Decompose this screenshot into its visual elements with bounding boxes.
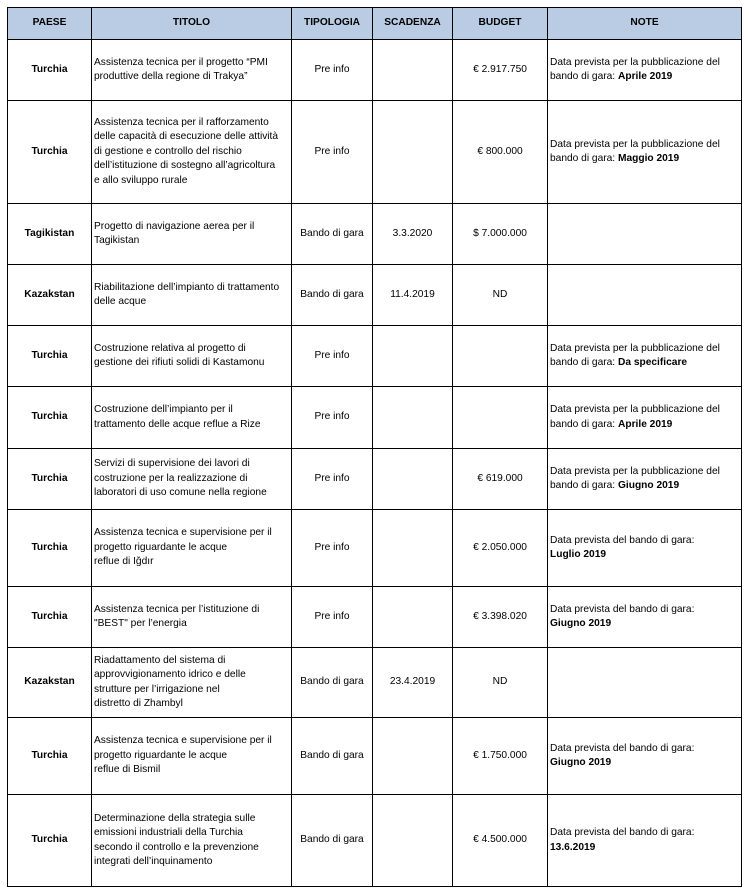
- cell-tipologia: Bando di gara: [292, 204, 373, 265]
- note-date: Maggio 2019: [617, 153, 680, 164]
- cell-titolo: [92, 587, 292, 648]
- titolo-line: Costruzione relativa al progetto di: [94, 342, 246, 354]
- cell-scadenza: [373, 40, 453, 101]
- cell-budget: € 619.000: [453, 449, 548, 510]
- cell-scadenza: [373, 449, 453, 510]
- cell-scadenza: [373, 718, 453, 795]
- titolo-line: trattamento delle acque reflue a Rize: [94, 418, 261, 430]
- cell-tipologia: Pre info: [292, 326, 373, 387]
- cell-tipologia: Pre info: [292, 387, 373, 449]
- cell-tipologia: Pre info: [292, 510, 373, 587]
- table-row: [8, 40, 742, 101]
- cell-tipologia: Pre info: [292, 449, 373, 510]
- cell-note: [548, 387, 742, 449]
- titolo-line: approvvigionamento idrico e delle: [94, 669, 246, 680]
- titolo-line: Assistenza tecnica e supervisione per il: [94, 735, 272, 747]
- cell-titolo: [92, 387, 292, 449]
- cell-budget: € 2.050.000: [453, 510, 548, 587]
- titolo-line: Riabilitazione dell’impianto di trattamento: [94, 281, 280, 293]
- table-row: [8, 326, 742, 387]
- note-date: Giugno 2019: [617, 480, 680, 491]
- cell-titolo: [92, 449, 292, 510]
- note-date: Aprile 2019: [617, 71, 673, 82]
- note-line: Data prevista per la pubblicazione del: [550, 138, 720, 150]
- cell-note: [548, 449, 742, 510]
- titolo-line: Progetto di navigazione aerea per il: [94, 220, 255, 232]
- cell-scadenza: 23.4.2019: [373, 648, 453, 718]
- titolo-line: Assistenza tecnica e supervisione per il: [94, 527, 272, 539]
- cell-budget: [453, 326, 548, 387]
- titolo-line: Assistenza tecnica per l’istituzione di: [94, 603, 260, 615]
- cell-budget: € 3.398.020: [453, 587, 548, 648]
- cell-paese: Tagikistan: [8, 204, 92, 265]
- table-row: [8, 449, 742, 510]
- cell-scadenza: [373, 587, 453, 648]
- titolo-line: produttive della regione di Trakya”: [94, 71, 248, 82]
- note-line: bando di gara:: [550, 71, 618, 82]
- cell-titolo: [92, 510, 292, 587]
- titolo-line: Tagikistan: [94, 235, 140, 246]
- cell-scadenza: [373, 326, 453, 387]
- table-row: [8, 510, 742, 587]
- table-row: [8, 795, 742, 887]
- titolo-line: Determinazione della strategia sulle: [94, 812, 256, 824]
- note-line: Data prevista per la pubblicazione del: [550, 404, 720, 415]
- cell-tipologia: Bando di gara: [292, 718, 373, 795]
- titolo-line: Servizi di supervisione dei lavori di: [94, 458, 250, 470]
- cell-paese: Turchia: [8, 40, 92, 101]
- note-line: Data prevista per la pubblicazione del: [550, 56, 720, 68]
- titolo-line: strutture per l’irrigazione nel: [94, 683, 220, 695]
- note-line: Data prevista del bando di gara:: [550, 827, 695, 838]
- titolo-line: gestione dei rifiuti solidi di Kastamonu: [94, 357, 265, 368]
- header-tipologia: TIPOLOGIA: [292, 8, 373, 40]
- cell-budget: ND: [453, 648, 548, 718]
- table-row: [8, 101, 742, 204]
- cell-note: [548, 265, 742, 326]
- cell-scadenza: [373, 795, 453, 887]
- cell-paese: Turchia: [8, 387, 92, 449]
- cell-paese: Turchia: [8, 587, 92, 648]
- cell-budget: € 2.917.750: [453, 40, 548, 101]
- titolo-line: delle acque: [94, 296, 147, 307]
- titolo-line: progetto riguardante le acque: [94, 749, 228, 761]
- note-line: Data prevista del bando di gara:: [550, 742, 695, 754]
- cell-paese: Turchia: [8, 718, 92, 795]
- cell-note: [548, 510, 742, 587]
- cell-budget: [453, 387, 548, 449]
- cell-tipologia: Pre info: [292, 101, 373, 204]
- tenders-table: [7, 7, 742, 887]
- titolo-line: laboratori di uso comune nella regione: [94, 487, 267, 499]
- cell-note: [548, 204, 742, 265]
- titolo-line: dell’istituzione di sostegno all’agricoltura: [94, 160, 276, 172]
- titolo-line: reflue di Bismil: [94, 764, 161, 776]
- cell-budget: ND: [453, 265, 548, 326]
- titolo-line: Costruzione dell’impianto per il: [94, 404, 233, 415]
- titolo-line: delle capacità di esecuzione delle attività: [94, 131, 279, 143]
- titolo-line: "BEST" per l’energia: [94, 618, 187, 629]
- note-line: bando di gara:: [550, 418, 618, 430]
- table-row: [8, 718, 742, 795]
- cell-paese: Kazakstan: [8, 648, 92, 718]
- note-line: bando di gara:: [550, 357, 618, 368]
- note-date: Aprile 2019: [617, 418, 673, 430]
- header-paese: PAESE: [8, 8, 92, 40]
- titolo-line: di gestione e controllo del rischio: [94, 145, 242, 157]
- note-date: Da specificare: [617, 357, 688, 368]
- cell-note: [548, 326, 742, 387]
- table-body: [8, 40, 742, 887]
- cell-paese: Turchia: [8, 510, 92, 587]
- note-date: Giugno 2019: [550, 618, 612, 629]
- cell-note: [548, 648, 742, 718]
- cell-note: [548, 795, 742, 887]
- table-row: [8, 204, 742, 265]
- titolo-line: Assistenza tecnica per il progetto “PMI: [94, 56, 268, 68]
- cell-paese: Kazakstan: [8, 265, 92, 326]
- note-line: bando di gara:: [550, 480, 618, 491]
- cell-paese: Turchia: [8, 449, 92, 510]
- cell-titolo: [92, 40, 292, 101]
- cell-scadenza: [373, 101, 453, 204]
- table-row: [8, 587, 742, 648]
- header-scadenza: SCADENZA: [373, 8, 453, 40]
- cell-note: [548, 101, 742, 204]
- cell-budget: € 1.750.000: [453, 718, 548, 795]
- table-row: [8, 265, 742, 326]
- cell-note: [548, 40, 742, 101]
- cell-tipologia: Pre info: [292, 40, 373, 101]
- titolo-line: e allo sviluppo rurale: [94, 174, 188, 186]
- titolo-line: distretto di Zhambyl: [94, 698, 183, 709]
- tenders-table-wrapper: [7, 7, 742, 887]
- note-date: Luglio 2019: [550, 549, 607, 560]
- note-line: Data prevista del bando di gara:: [550, 534, 695, 546]
- titolo-line: secondo il controllo e la prevenzione: [94, 841, 259, 853]
- note-line: bando di gara:: [550, 153, 618, 164]
- note-date: 13.6.2019: [550, 841, 596, 853]
- cell-scadenza: [373, 387, 453, 449]
- cell-titolo: [92, 648, 292, 718]
- cell-budget: € 4.500.000: [453, 795, 548, 887]
- cell-budget: $ 7.000.000: [453, 204, 548, 265]
- header-row: [8, 8, 742, 40]
- note-line: Data prevista del bando di gara:: [550, 603, 695, 615]
- table-row: [8, 648, 742, 718]
- cell-titolo: [92, 204, 292, 265]
- header-budget: BUDGET: [453, 8, 548, 40]
- cell-budget: € 800.000: [453, 101, 548, 204]
- cell-tipologia: Bando di gara: [292, 648, 373, 718]
- cell-titolo: [92, 326, 292, 387]
- cell-titolo: [92, 265, 292, 326]
- titolo-line: Riadattamento del sistema di: [94, 654, 226, 666]
- titolo-line: costruzione per la realizzazione di: [94, 472, 248, 484]
- cell-note: [548, 718, 742, 795]
- table-row: [8, 387, 742, 449]
- cell-scadenza: 3.3.2020: [373, 204, 453, 265]
- titolo-line: emissioni industriali della Turchia: [94, 827, 243, 838]
- cell-tipologia: Bando di gara: [292, 265, 373, 326]
- titolo-line: progetto riguardante le acque: [94, 541, 228, 553]
- cell-note: [548, 587, 742, 648]
- titolo-line: Assistenza tecnica per il rafforzamento: [94, 116, 269, 128]
- cell-paese: Turchia: [8, 795, 92, 887]
- note-line: Data prevista per la pubblicazione del: [550, 342, 720, 354]
- cell-paese: Turchia: [8, 326, 92, 387]
- note-date: Giugno 2019: [550, 757, 612, 768]
- titolo-line: reflue di Iğdır: [94, 556, 154, 568]
- cell-scadenza: [373, 510, 453, 587]
- cell-paese: Turchia: [8, 101, 92, 204]
- cell-scadenza: 11.4.2019: [373, 265, 453, 326]
- cell-tipologia: Pre info: [292, 587, 373, 648]
- cell-titolo: [92, 101, 292, 204]
- note-line: Data prevista per la pubblicazione del: [550, 465, 720, 477]
- cell-tipologia: Bando di gara: [292, 795, 373, 887]
- header-note: NOTE: [548, 8, 742, 40]
- header-titolo: TITOLO: [92, 8, 292, 40]
- cell-titolo: [92, 718, 292, 795]
- cell-titolo: [92, 795, 292, 887]
- titolo-line: integrati dell’inquinamento: [94, 856, 213, 867]
